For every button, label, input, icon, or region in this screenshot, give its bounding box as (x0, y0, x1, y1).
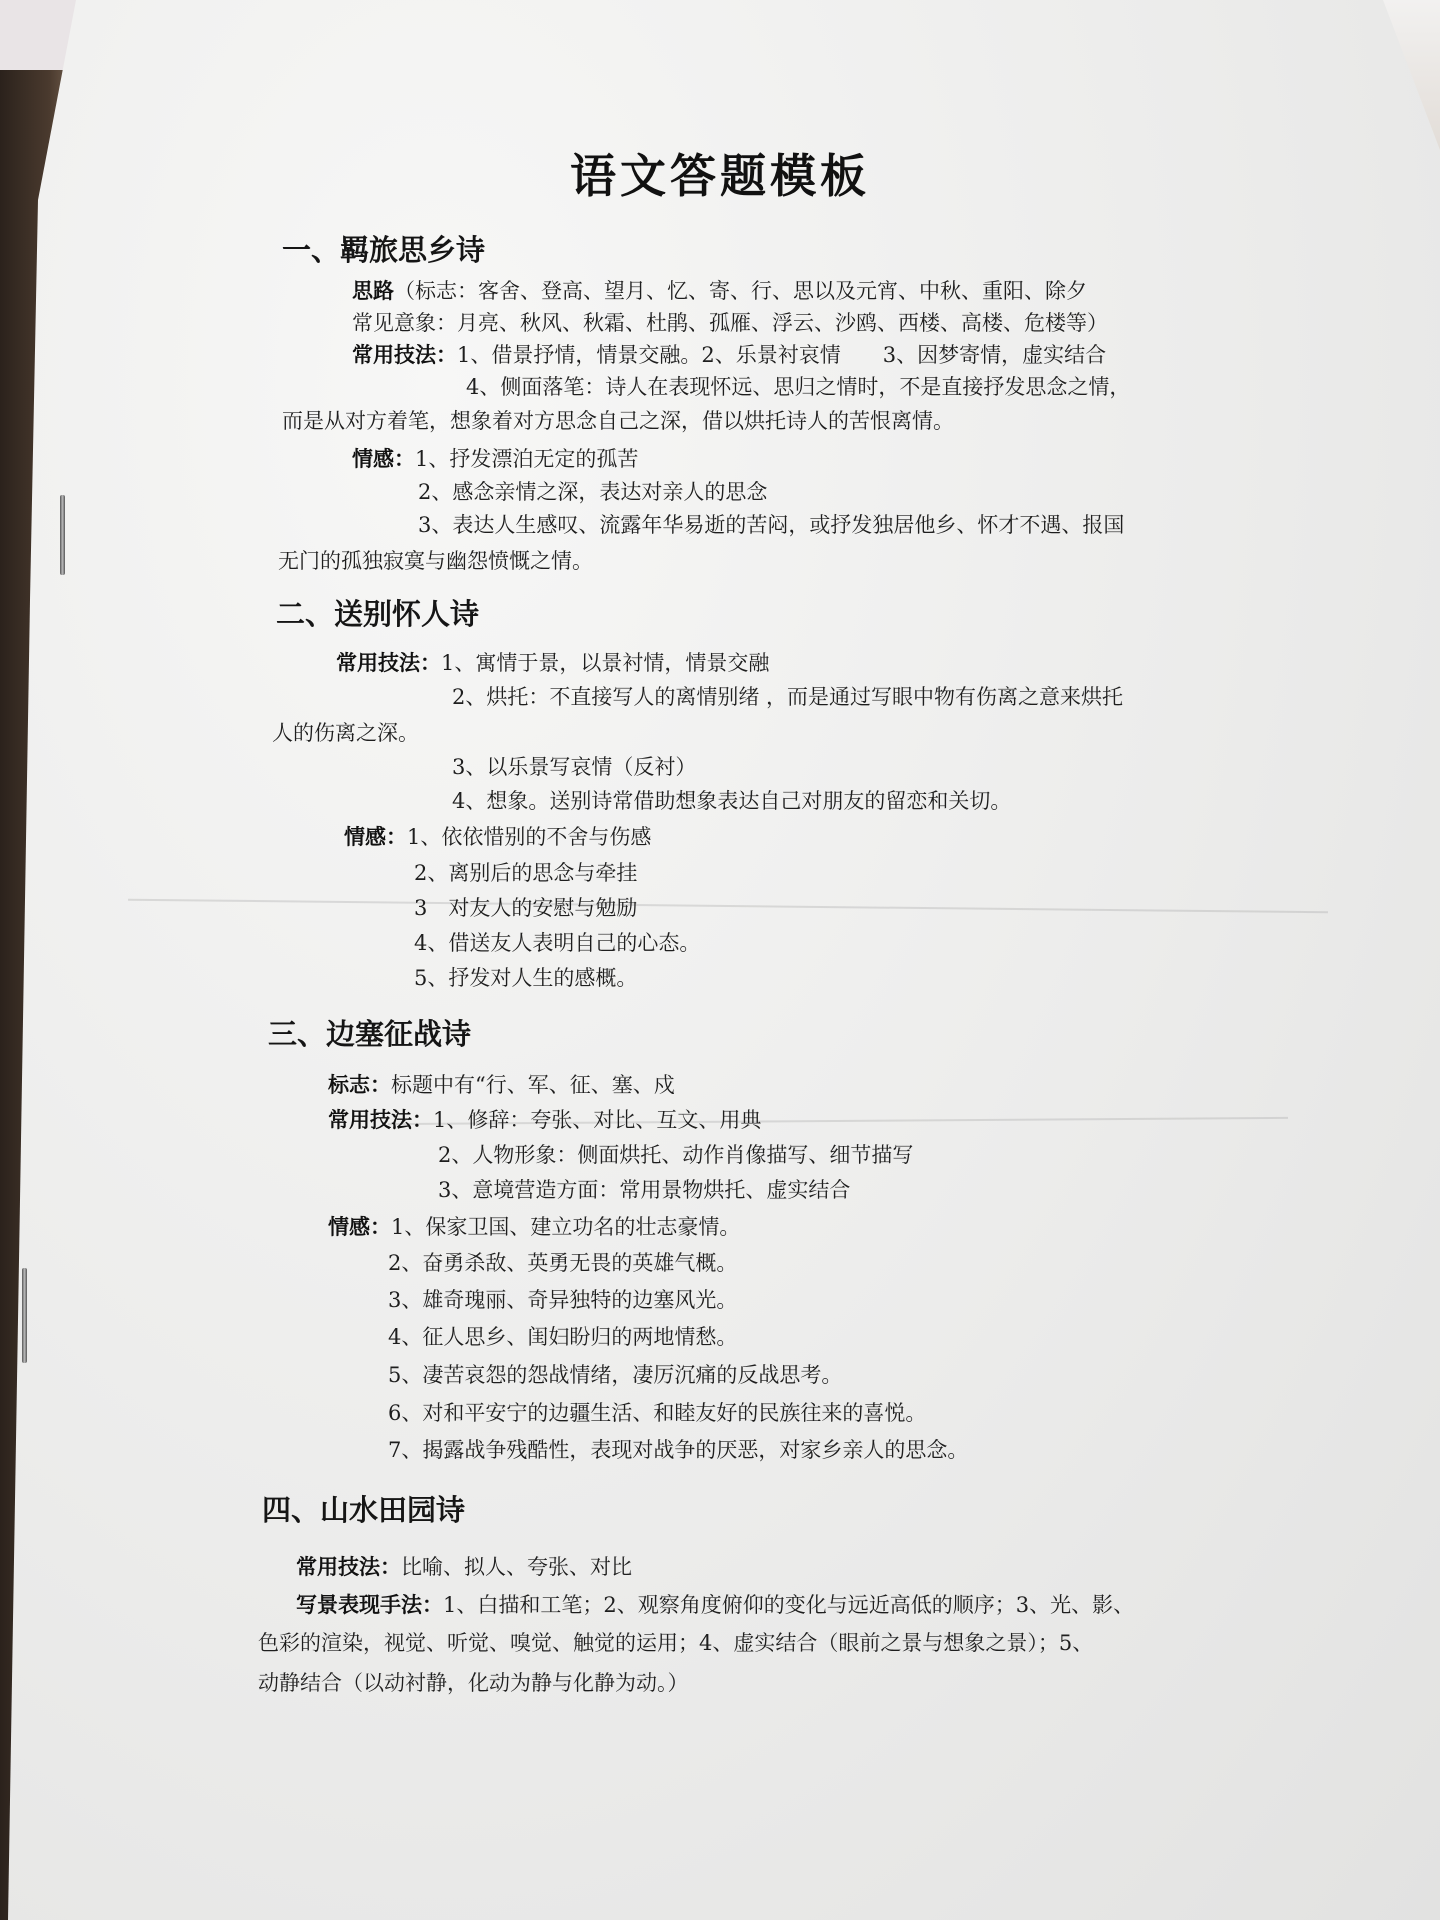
section-line: 思路（标志：客舍、登高、望月、忆、寄、行、思以及元宵、中秋、重阳、除夕 (352, 278, 1087, 303)
section-line: 4、侧面落笔：诗人在表现怀远、思归之情时，不是直接抒发思念之情， (466, 375, 1131, 399)
section-heading: 四、山水田园诗 (262, 1493, 466, 1527)
document-title: 语文答题模板 (570, 149, 870, 203)
section-line: 4、征人思乡、闺妇盼归的两地情愁。 (388, 1325, 738, 1349)
section-line: 6、对和平安宁的边疆生活、和睦友好的民族往来的喜悦。 (388, 1401, 927, 1425)
section-line: 常见意象：月亮、秋风、秋霜、杜鹃、孤雁、浮云、沙鸥、西楼、高楼、危楼等） (352, 311, 1108, 335)
section-line: 色彩的渲染，视觉、听觉、嗅觉、触觉的运用；4、虚实结合（眼前之景与想象之景）；5、 (258, 1631, 1094, 1655)
section-line: 3、意境营造方面：常用景物烘托、虚实结合 (438, 1178, 851, 1202)
section-heading: 三、边塞征战诗 (268, 1017, 472, 1051)
section-line: 5、凄苦哀怨的怨战情绪，凄厉沉痛的反战思考。 (388, 1363, 843, 1387)
section-line: 而是从对方着笔，想象着对方思念自己之深，借以烘托诗人的苦恨离情。 (282, 409, 954, 433)
section-heading: 一、羁旅思乡诗 (282, 233, 486, 267)
section-line: 3、雄奇瑰丽、奇异独特的边塞风光。 (388, 1288, 738, 1312)
section-line: 情感：1、依依惜别的不舍与伤感 (344, 824, 652, 849)
section-line: 2、烘托：不直接写人的离情别绪 ，而是通过写眼中物有伤离之意来烘托 (452, 685, 1124, 709)
section-line: 4、借送友人表明自己的心态。 (414, 931, 701, 955)
section-line: 3 对友人的安慰与勉励 (414, 896, 638, 920)
section-line: 标志：标题中有“行、军、征、塞、戍 (328, 1072, 675, 1097)
section-heading: 二、送别怀人诗 (276, 597, 480, 631)
section-line: 2、离别后的思念与牵挂 (414, 861, 638, 885)
section-line: 无门的孤独寂寞与幽怨愤慨之情。 (278, 549, 593, 573)
section-line: 人的伤离之深。 (272, 721, 419, 745)
section-line: 2、奋勇杀敌、英勇无畏的英雄气概。 (388, 1251, 738, 1275)
section-line: 4、想象。送别诗常借助想象表达自己对朋友的留恋和关切。 (452, 789, 1012, 813)
section-line: 常用技法：1、修辞：夸张、对比、互文、用典 (328, 1107, 762, 1132)
section-line: 常用技法：比喻、拟人、夸张、对比 (296, 1554, 632, 1579)
section-line: 动静结合（以动衬静，化动为静与化静为动。） (258, 1671, 689, 1695)
section-line: 常用技法：1、寓情于景，以景衬情，情景交融 (336, 650, 770, 675)
paper-crease (128, 899, 1328, 914)
section-line: 3、表达人生感叹、流露年华易逝的苦闷，或抒发独居他乡、怀才不遇、报国 (418, 513, 1125, 537)
section-line: 常用技法：1、借景抒情，情景交融。2、乐景衬哀情 3、因梦寄情，虚实结合 (352, 342, 1107, 367)
section-line: 2、感念亲情之深，表达对亲人的思念 (418, 480, 768, 504)
section-line: 5、抒发对人生的感概。 (414, 966, 638, 990)
section-line: 写景表现手法：1、白描和工笔；2、观察角度俯仰的变化与远近高低的顺序；3、光、影、 (296, 1592, 1135, 1617)
section-line: 7、揭露战争残酷性，表现对战争的厌恶，对家乡亲人的思念。 (388, 1438, 969, 1462)
section-line: 情感：1、抒发漂泊无定的孤苦 (352, 446, 639, 471)
section-line: 2、人物形象：侧面烘托、动作肖像描写、细节描写 (438, 1143, 914, 1167)
section-line: 3、以乐景写哀情（反衬） (452, 755, 697, 779)
staple (22, 1268, 27, 1363)
section-line: 情感：1、保家卫国、建立功名的壮志豪情。 (328, 1214, 741, 1239)
staple (60, 495, 65, 575)
